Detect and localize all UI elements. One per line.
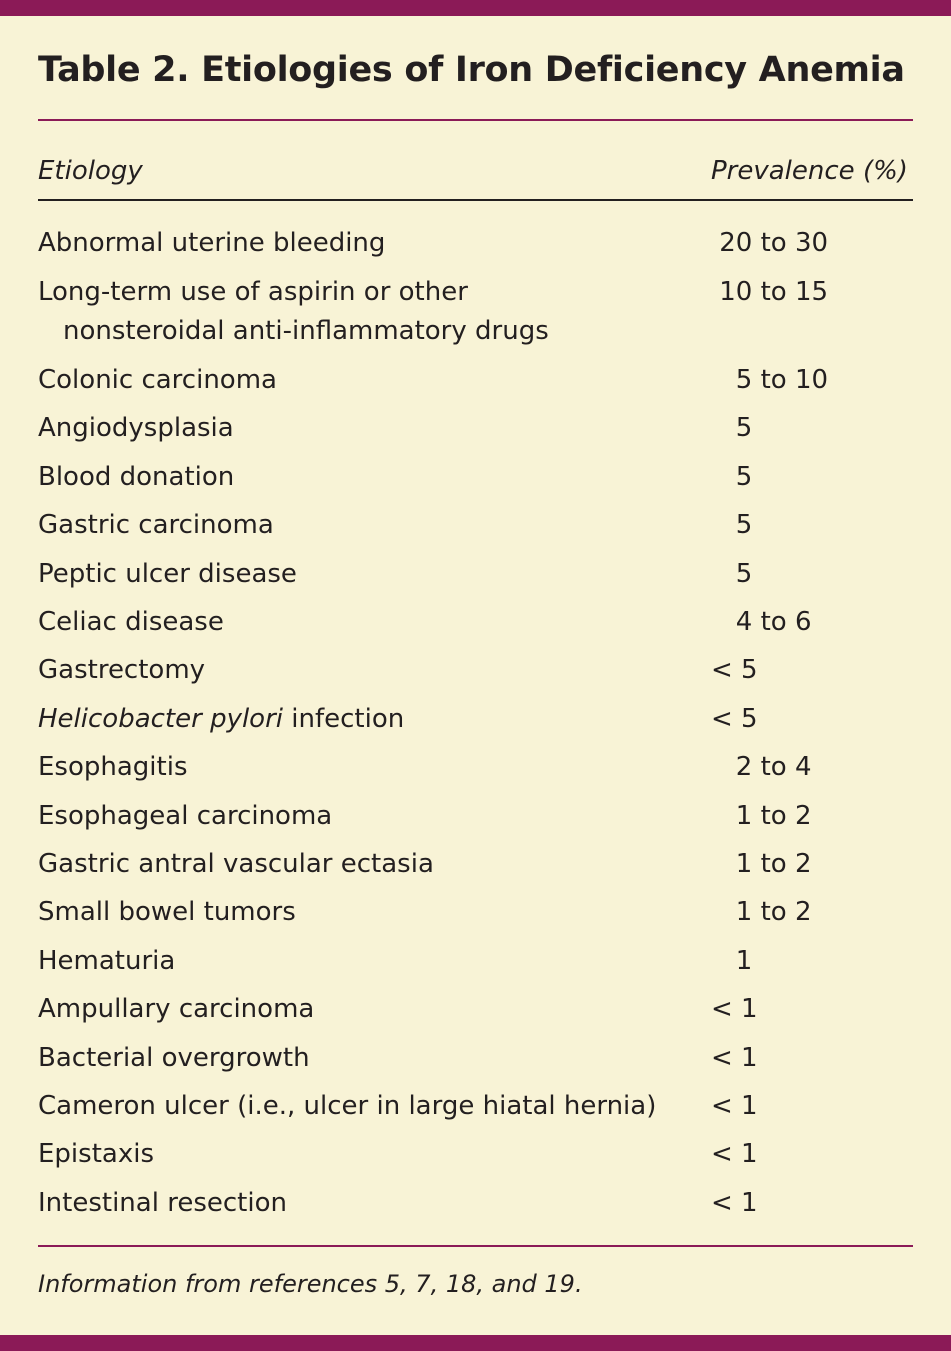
prevalence-cell: 5 to 10 bbox=[711, 365, 829, 395]
prevalence-cell: 4 to 6 bbox=[711, 607, 812, 637]
etiology-cell bbox=[38, 462, 234, 492]
etiology-text: Abnormal uterine bleeding bbox=[38, 228, 386, 258]
bottom-rule bbox=[38, 1245, 913, 1247]
etiology-text: Celiac disease bbox=[38, 607, 224, 637]
etiology-cell bbox=[38, 228, 385, 258]
etiology-text: Hematuria bbox=[38, 946, 176, 976]
prevalence-cell: 10 to 15 bbox=[711, 277, 829, 307]
top-accent-band bbox=[0, 0, 951, 16]
prevalence-cell: 5 bbox=[711, 462, 753, 492]
source-note: Information from references 5, 7, 18, and 19. bbox=[38, 1270, 583, 1298]
etiology-text: Angiodysplasia bbox=[38, 413, 234, 443]
etiology-text: Blood donation bbox=[38, 462, 235, 492]
etiology-text: Esophagitis bbox=[38, 752, 188, 782]
header-rule bbox=[38, 199, 913, 201]
etiology-italic-text: Helicobacter pylori bbox=[38, 704, 284, 734]
etiology-cell bbox=[38, 1043, 310, 1073]
etiology-cell bbox=[38, 510, 274, 540]
prevalence-cell: 5 bbox=[711, 413, 753, 443]
prevalence-cell: < 1 bbox=[711, 1139, 758, 1169]
etiology-text: Long-term use of aspirin or other bbox=[38, 277, 468, 307]
column-header-prevalence: Prevalence (%) bbox=[711, 156, 908, 186]
etiology-text: Cameron ulcer (i.e., ulcer in large hiatal hernia) bbox=[38, 1091, 657, 1121]
etiology-cell bbox=[38, 704, 404, 734]
etiology-text: Bacterial overgrowth bbox=[38, 1043, 310, 1073]
prevalence-cell: 2 to 4 bbox=[711, 752, 812, 782]
prevalence-cell: < 5 bbox=[711, 704, 758, 734]
etiology-cell bbox=[38, 849, 434, 879]
etiology-cell bbox=[38, 655, 205, 685]
etiology-cell bbox=[38, 752, 188, 782]
etiology-text: Peptic ulcer disease bbox=[38, 559, 297, 589]
etiology-text: infection bbox=[283, 704, 405, 734]
etiology-text: Gastric carcinoma bbox=[38, 510, 274, 540]
etiology-text: Epistaxis bbox=[38, 1139, 154, 1169]
prevalence-cell: < 1 bbox=[711, 994, 758, 1024]
etiology-cell bbox=[38, 897, 296, 927]
etiology-text: Ampullary carcinoma bbox=[38, 994, 315, 1024]
prevalence-cell: < 1 bbox=[711, 1043, 758, 1073]
prevalence-cell: 20 to 30 bbox=[711, 228, 829, 258]
prevalence-cell: 1 to 2 bbox=[711, 897, 812, 927]
etiology-cell bbox=[38, 607, 224, 637]
prevalence-cell: < 5 bbox=[711, 655, 758, 685]
etiology-cell bbox=[38, 365, 277, 395]
column-header-etiology: Etiology bbox=[38, 156, 143, 186]
etiology-cell bbox=[38, 277, 549, 346]
etiology-text: Intestinal resection bbox=[38, 1188, 287, 1218]
prevalence-cell: 5 bbox=[711, 510, 753, 540]
prevalence-cell: < 1 bbox=[711, 1188, 758, 1218]
etiology-cell bbox=[38, 946, 175, 976]
prevalence-cell: < 1 bbox=[711, 1091, 758, 1121]
etiology-cell bbox=[38, 413, 234, 443]
prevalence-cell: 1 bbox=[711, 946, 753, 976]
title-rule bbox=[38, 119, 913, 121]
etiology-text-continued: nonsteroidal anti-inflammatory drugs bbox=[63, 316, 549, 346]
etiology-cell bbox=[38, 1188, 287, 1218]
etiology-cell bbox=[38, 1139, 154, 1169]
etiology-cell bbox=[38, 801, 332, 831]
prevalence-cell: 1 to 2 bbox=[711, 849, 812, 879]
etiology-cell bbox=[38, 559, 297, 589]
etiology-text: Colonic carcinoma bbox=[38, 365, 277, 395]
etiology-text: Esophageal carcinoma bbox=[38, 801, 333, 831]
etiology-cell bbox=[38, 1091, 656, 1121]
prevalence-cell: 5 bbox=[711, 559, 753, 589]
table-title: Table 2. Etiologies of Iron Deficiency Anemia bbox=[38, 50, 905, 90]
etiology-text: Gastrectomy bbox=[38, 655, 206, 685]
etiology-cell bbox=[38, 994, 314, 1024]
bottom-accent-band bbox=[0, 1335, 951, 1351]
etiology-text: Small bowel tumors bbox=[38, 897, 296, 927]
prevalence-cell: 1 to 2 bbox=[711, 801, 812, 831]
etiology-text: Gastric antral vascular ectasia bbox=[38, 849, 434, 879]
